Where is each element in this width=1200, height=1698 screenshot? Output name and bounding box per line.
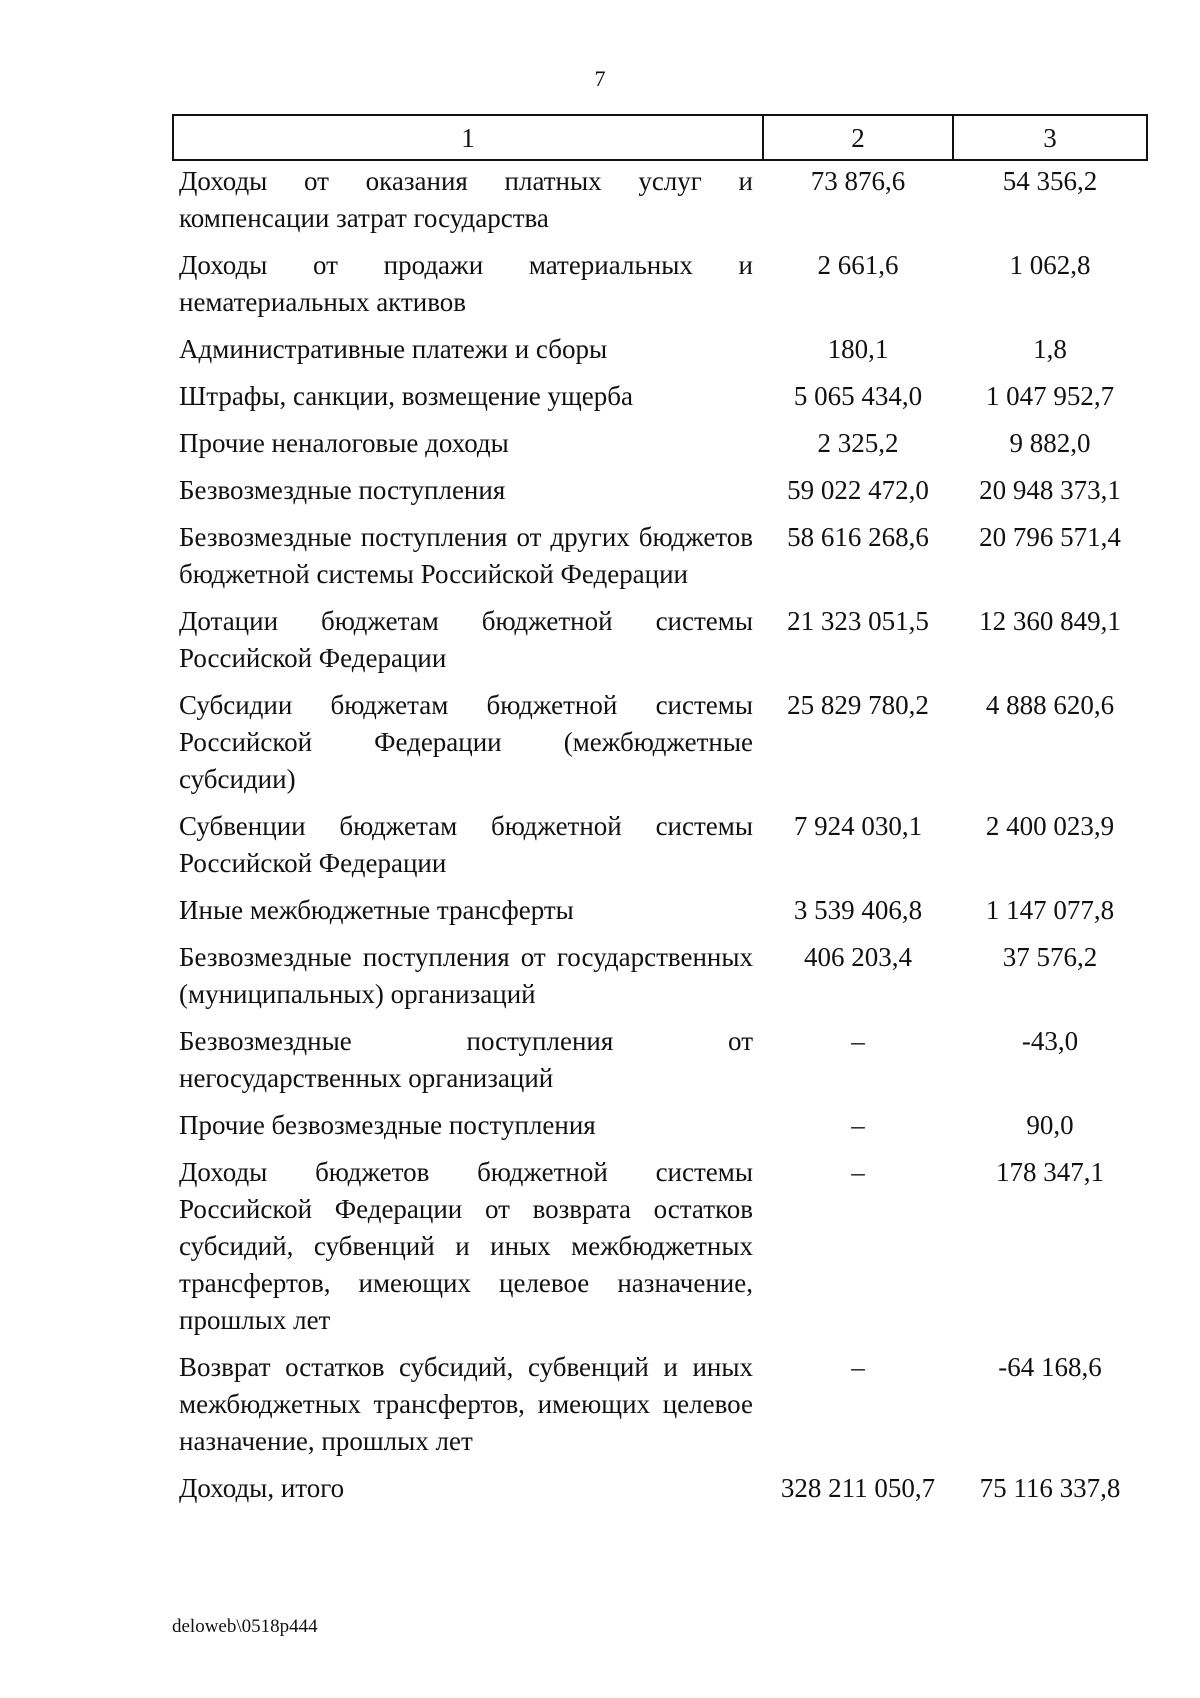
row-value-col3: 90,0 <box>1026 1110 1074 1140</box>
row-value-col3: -43,0 <box>1021 1026 1079 1056</box>
row-label: Штрафы, санкции, возмещение ущерба <box>179 381 634 411</box>
table-row <box>173 1023 1147 1107</box>
row-value-col2: 5 065 434,0 <box>793 381 923 411</box>
row-label: Безвозмездные поступления от государственных (муниципальных) организаций <box>179 942 753 1009</box>
column-header-3: 3 <box>953 115 1147 160</box>
row-value-col2: – <box>851 1352 865 1382</box>
row-value-col3: 178 347,1 <box>996 1157 1104 1187</box>
row-label: Доходы, итого <box>179 1473 345 1503</box>
table-row <box>173 939 1147 1023</box>
row-label: Административные платежи и сборы <box>179 334 608 364</box>
row-label: Доходы от оказания платных услуг и компенсации затрат государства <box>179 166 753 233</box>
table-row <box>173 687 1147 808</box>
row-value-col2: – <box>851 1157 865 1187</box>
row-value-col3: -64 168,6 <box>998 1352 1102 1382</box>
table-row <box>173 247 1147 331</box>
row-value-col3: 4 888 620,6 <box>985 690 1115 720</box>
table-row <box>173 1107 1147 1154</box>
table-row <box>173 160 1147 247</box>
row-value-col2: 3 539 406,8 <box>793 895 923 925</box>
table-row <box>173 472 1147 519</box>
row-label: Безвозмездные поступления от других бюджетов бюджетной системы Российской Федерации <box>179 522 753 589</box>
row-value-col2: 328 211 050,7 <box>780 1473 936 1503</box>
row-value-col2: 2 661,6 <box>817 250 899 280</box>
row-label: Субвенции бюджетам бюджетной системы Российской Федерации <box>179 811 753 878</box>
row-value-col3: 12 360 849,1 <box>979 606 1121 636</box>
row-value-col3: 1,8 <box>1033 334 1067 364</box>
table-row <box>173 603 1147 687</box>
row-value-col3: 1 062,8 <box>1009 250 1091 280</box>
row-label: Безвозмездные поступления от негосударственных организаций <box>179 1026 753 1093</box>
row-value-col3: 20 796 571,4 <box>979 522 1121 552</box>
row-value-col2: 58 616 268,6 <box>787 522 929 552</box>
row-label: Иные межбюджетные трансферты <box>179 895 574 925</box>
table-row <box>173 1154 1147 1349</box>
row-value-col3: 1 047 952,7 <box>985 381 1115 411</box>
row-value-col3: 54 356,2 <box>1002 166 1098 196</box>
column-header-2: 2 <box>763 115 953 160</box>
table-body <box>173 160 1147 1517</box>
column-header-1: 1 <box>173 115 763 160</box>
row-label: Возврат остатков субсидий, субвенций и иных межбюджетных трансфертов, имеющих целевое назначение, прошлых лет <box>179 1352 753 1456</box>
row-label: Прочие безвозмездные поступления <box>179 1110 596 1140</box>
row-label: Прочие неналоговые доходы <box>179 428 509 458</box>
table-row <box>173 1349 1147 1470</box>
row-value-col3: 37 576,2 <box>1002 942 1098 972</box>
row-value-col2: – <box>851 1110 865 1140</box>
row-value-col3: 1 147 077,8 <box>985 895 1115 925</box>
table-header-row <box>173 115 1147 160</box>
row-label: Доходы бюджетов бюджетной системы Российской Федерации от возврата остатков субсидий, субвенций и иных межбюджетных трансфертов, имеющих целевое назначение, прошлых лет <box>179 1157 753 1335</box>
row-value-col3: 2 400 023,9 <box>985 811 1115 841</box>
table-header <box>173 115 1147 160</box>
row-value-col2: 180,1 <box>827 334 889 364</box>
table-row <box>173 425 1147 472</box>
row-value-col3: 20 948 373,1 <box>979 475 1121 505</box>
row-value-col2: 73 876,6 <box>810 166 906 196</box>
table-row-total <box>173 1470 1147 1517</box>
row-value-col2: 7 924 030,1 <box>793 811 923 841</box>
income-table <box>172 114 1148 1517</box>
table-row <box>173 331 1147 378</box>
row-label: Безвозмездные поступления <box>179 475 506 505</box>
row-label: Субсидии бюджетам бюджетной системы Российской Федерации (межбюджетные субсидии) <box>179 690 753 794</box>
row-value-col2: 59 022 472,0 <box>787 475 929 505</box>
document-code: deloweb\0518p444 <box>172 1616 318 1637</box>
row-label: Доходы от продажи материальных и нематериальных активов <box>179 250 753 317</box>
table-row <box>173 519 1147 603</box>
row-value-col2: – <box>851 1026 865 1056</box>
row-value-col2: 2 325,2 <box>817 428 899 458</box>
row-label: Дотации бюджетам бюджетной системы Российской Федерации <box>179 606 753 673</box>
row-value-col2: 25 829 780,2 <box>787 690 929 720</box>
page-number: 7 <box>594 66 606 91</box>
table-row <box>173 378 1147 425</box>
row-value-col3: 75 116 337,8 <box>979 1473 1121 1503</box>
table-row <box>173 892 1147 939</box>
row-value-col2: 406 203,4 <box>804 942 912 972</box>
table-row <box>173 808 1147 892</box>
row-value-col3: 9 882,0 <box>1009 428 1091 458</box>
row-value-col2: 21 323 051,5 <box>787 606 929 636</box>
